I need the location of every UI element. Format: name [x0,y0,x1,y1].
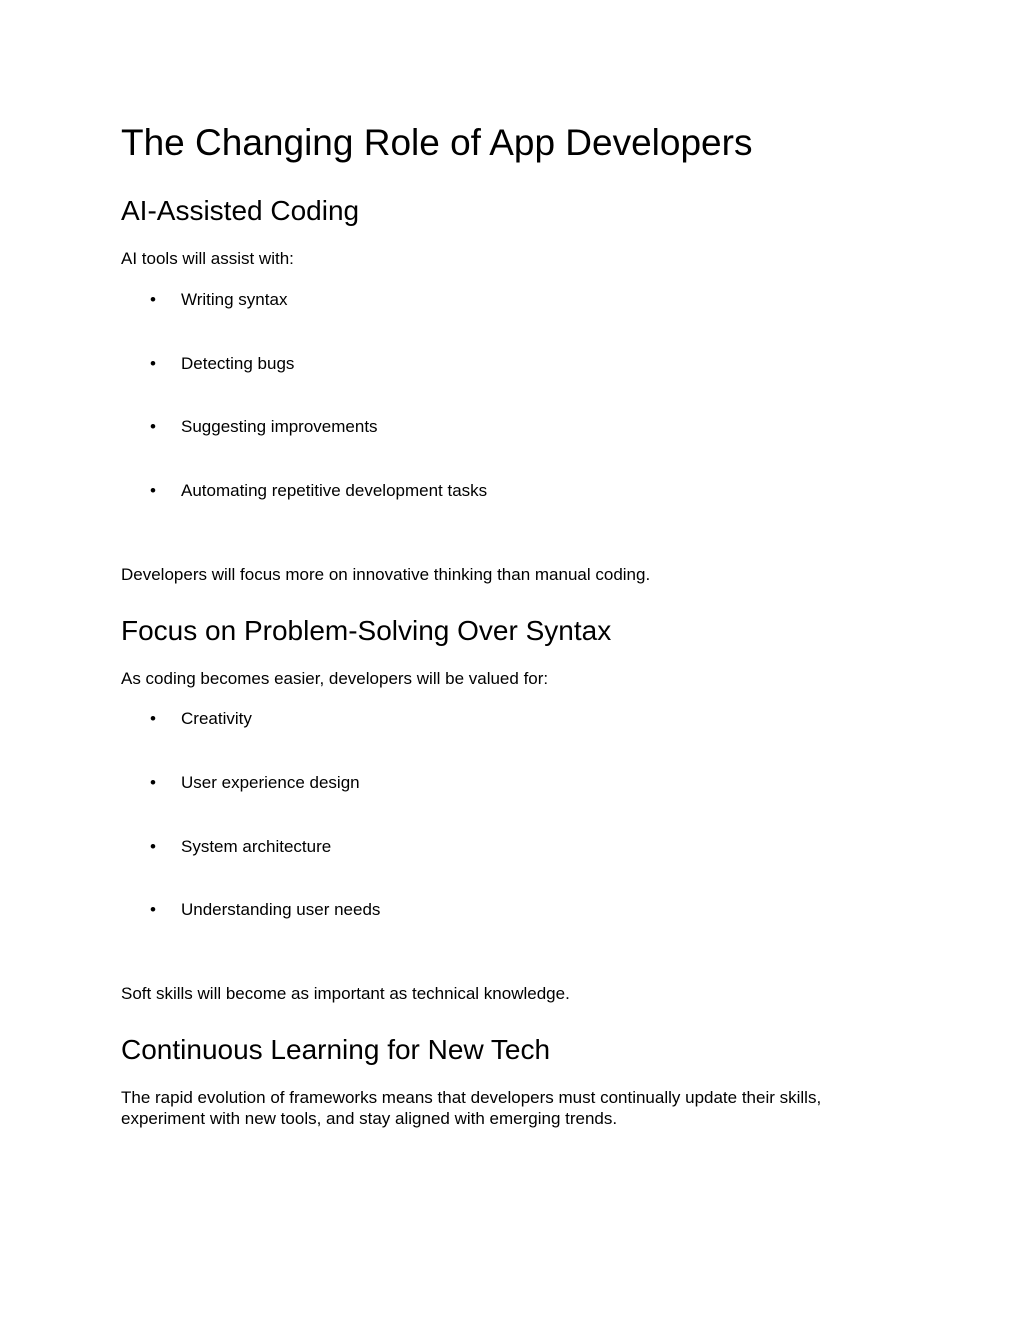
list-item: • System architecture [150,837,332,856]
list-item: • Suggesting improvements [150,417,378,436]
bullet-icon: • [150,417,156,436]
section-intro: As coding becomes easier, developers will be valued for: [121,669,549,688]
bullet-icon: • [150,354,156,373]
section-heading: Continuous Learning for New Tech [121,1034,551,1065]
bullet-icon: • [150,709,156,728]
list-item: • Writing syntax [150,290,288,309]
bullet-icon: • [150,837,156,856]
page-title: The Changing Role of App Developers [121,122,753,163]
section-body: The rapid evolution of frameworks means that developers must continually update their skills, [121,1088,822,1107]
section-outro: Developers will focus more on innovative thinking than manual coding. [121,565,651,584]
bullet-icon: • [150,290,156,309]
section-intro: AI tools will assist with: [121,249,294,268]
bullet-icon: • [150,900,156,919]
bullet-icon: • [150,773,156,792]
list-item: • Understanding user needs [150,900,381,919]
section-heading: Focus on Problem-Solving Over Syntax [121,615,612,646]
bullet-icon: • [150,481,156,500]
list-item: • User experience design [150,773,360,792]
section-body: experiment with new tools, and stay aligned with emerging trends. [121,1109,618,1128]
section-outro: Soft skills will become as important as technical knowledge. [121,984,570,1003]
list-item: • Creativity [150,709,252,728]
list-item: • Automating repetitive development tasks [150,481,488,500]
list-item: • Detecting bugs [150,354,295,373]
section-heading: AI-Assisted Coding [121,195,360,226]
